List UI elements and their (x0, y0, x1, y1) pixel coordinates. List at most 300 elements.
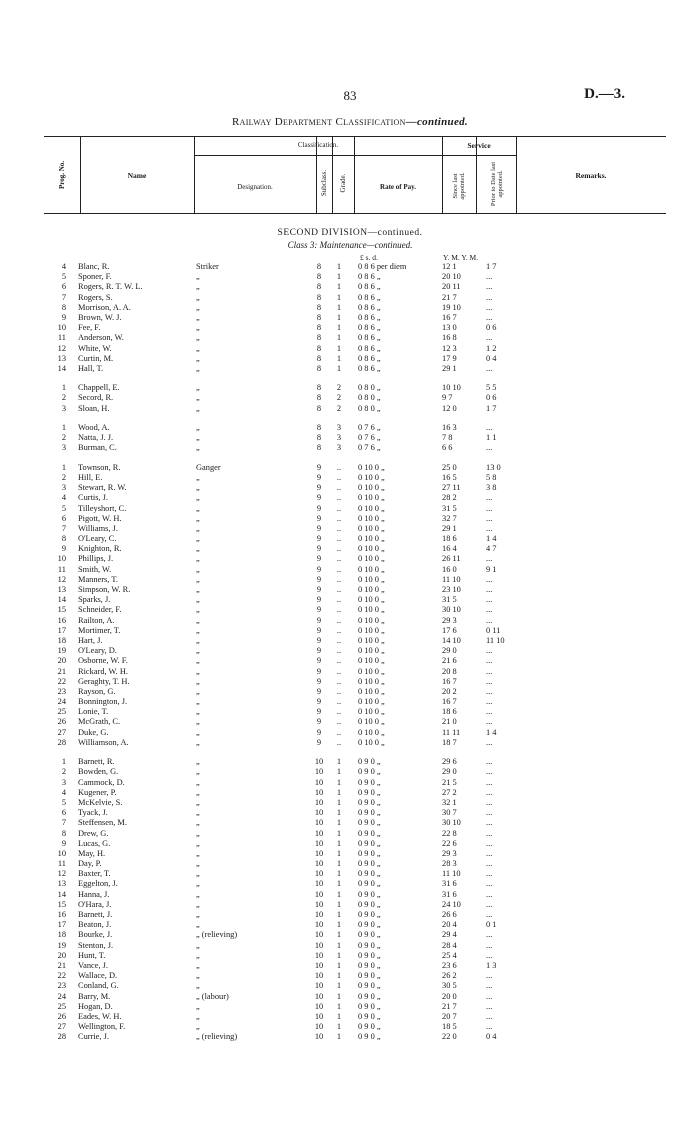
since-last-cell: 27 11 (442, 483, 461, 493)
prior-cell: ... (486, 585, 493, 594)
name-cell: Beaton, J. (78, 920, 112, 930)
rate-cell: 0 8 6 „ (358, 312, 381, 322)
subclass-cell: 9 (316, 727, 322, 737)
table-row (46, 728, 526, 738)
prior-cell: 1 7 (486, 403, 497, 413)
rate-cell: 0 8 0 „ (358, 393, 381, 403)
table-row (46, 605, 526, 615)
name-cell: Eggelton, J. (78, 879, 118, 889)
grade-cell: 1 (336, 879, 342, 889)
grade-cell: 1 (336, 930, 342, 940)
grade-cell: .. (336, 483, 342, 493)
prog-no-cell: 13 (57, 585, 66, 594)
designation-cell: „ (196, 503, 200, 513)
rate-cell: 0 10 0 „ (358, 544, 385, 554)
since-last-cell: 20 10 (442, 272, 461, 282)
name-cell: Day, P. (78, 859, 102, 869)
rate-cell: 0 10 0 „ (358, 513, 385, 523)
table-group (46, 423, 526, 454)
since-last-cell: 30 10 (442, 605, 461, 615)
prior-cell: 4 7 (486, 544, 497, 554)
grade-cell: 1 (336, 767, 342, 777)
prog-no-cell: 23 (57, 981, 66, 991)
designation-cell: „ (196, 513, 200, 523)
prog-no-cell: 19 (57, 646, 66, 656)
rate-cell: 0 9 0 „ (358, 828, 381, 838)
table-row (46, 738, 526, 748)
rate-cell: 0 8 0 „ (358, 383, 381, 393)
prior-cell: ... (486, 991, 493, 1001)
table-group (46, 383, 526, 414)
name-cell: Hart, J. (78, 635, 103, 645)
header-prior-to-date: Prior to Date last appointed. (490, 161, 504, 207)
prog-no-cell: 25 (57, 707, 66, 717)
prior-cell: ... (486, 777, 493, 787)
grade-cell: 1 (336, 808, 342, 818)
prog-no-cell: 26 (57, 1011, 66, 1021)
name-cell: Hill, E. (78, 472, 103, 482)
designation-cell: „ (196, 676, 200, 686)
since-last-cell: 12 3 (442, 343, 457, 353)
prior-cell: ... (486, 787, 493, 797)
rate-cell: 0 10 0 „ (358, 534, 385, 544)
since-last-cell: 29 4 (442, 930, 457, 940)
subclass-cell: 9 (316, 523, 322, 533)
designation-cell: „ (196, 323, 200, 333)
prior-cell: ... (486, 1001, 493, 1011)
designation-cell: „ (196, 554, 200, 564)
since-last-cell: 26 11 (442, 554, 461, 564)
table-row (46, 829, 526, 839)
subclass-cell: 10 (314, 859, 324, 869)
name-cell: Natta, J. J. (78, 433, 114, 443)
prior-cell: ... (486, 615, 493, 625)
rate-cell: 0 9 0 „ (358, 960, 381, 970)
table-row (46, 463, 526, 473)
name-cell: Hall, T. (78, 363, 104, 373)
prog-no-cell: 3 (61, 483, 66, 493)
subclass-cell: 10 (314, 991, 324, 1001)
table-row (46, 282, 526, 292)
table-group (46, 757, 526, 1042)
designation-cell: „ (196, 433, 200, 443)
since-last-cell: 14 10 (442, 635, 461, 645)
prior-cell: 1 4 (486, 534, 497, 544)
subclass-cell: 10 (314, 930, 324, 940)
name-cell: Geraghty, T. H. (78, 676, 130, 686)
since-last-cell: 29 0 (442, 767, 457, 777)
prior-cell: ... (486, 697, 493, 707)
table-row (46, 524, 526, 534)
prog-no-cell: 22 (57, 971, 66, 981)
designation-cell: „ (196, 707, 200, 717)
prog-no-cell: 2 (61, 393, 66, 403)
grade-cell: .. (336, 544, 342, 554)
prior-cell: ... (486, 656, 493, 666)
grade-cell: 1 (336, 899, 342, 909)
table-row (46, 788, 526, 798)
subclass-cell: 8 (316, 292, 322, 302)
subclass-cell: 9 (316, 717, 322, 727)
prior-cell: ... (486, 859, 493, 869)
table-row (46, 646, 526, 656)
name-cell: Blanc, R. (78, 262, 110, 271)
rate-cell: 0 9 0 „ (358, 859, 381, 869)
rate-cell: 0 9 0 „ (358, 991, 381, 1001)
subclass-cell: 9 (316, 564, 322, 574)
subclass-cell: 10 (314, 1001, 324, 1011)
rate-cell: 0 9 0 „ (358, 757, 381, 767)
name-cell: Lucas, G. (78, 838, 111, 848)
prior-cell: ... (486, 757, 493, 767)
since-last-cell: 30 10 (442, 818, 461, 828)
subclass-cell: 10 (314, 889, 324, 899)
prog-no-cell: 28 (57, 1032, 66, 1042)
prior-cell: 13 0 (486, 462, 501, 472)
table-row (46, 323, 526, 333)
prog-no-cell: 5 (61, 503, 66, 513)
rate-cell: 0 10 0 „ (358, 595, 385, 605)
name-cell: Manners, T. (78, 574, 118, 584)
prior-cell: ... (486, 523, 493, 533)
subclass-cell: 10 (314, 767, 324, 777)
prog-no-cell: 27 (57, 727, 66, 737)
rate-cell: 0 7 6 „ (358, 443, 381, 453)
prior-cell: ... (486, 707, 493, 717)
name-cell: Steffensen, M. (78, 818, 127, 828)
since-last-cell: 18 6 (442, 707, 457, 717)
rate-cell: 0 10 0 „ (358, 564, 385, 574)
grade-cell: 1 (336, 869, 342, 879)
prior-cell: 0 4 (486, 353, 497, 363)
designation-cell: „ (196, 483, 200, 493)
name-cell: Rayson, G. (78, 686, 116, 696)
table-row (46, 859, 526, 869)
since-last-cell: 20 0 (442, 991, 457, 1001)
table-row (46, 383, 526, 393)
rate-cell: 0 9 0 „ (358, 889, 381, 899)
grade-cell: .. (336, 554, 342, 564)
designation-cell: „ (196, 1022, 200, 1032)
designation-cell: „ (196, 472, 200, 482)
rate-cell: 0 9 0 „ (358, 899, 381, 909)
subclass-cell: 8 (316, 383, 322, 393)
table-row (46, 961, 526, 971)
rate-cell: 0 9 0 „ (358, 838, 381, 848)
grade-cell: 1 (336, 323, 342, 333)
designation-cell: „ (196, 272, 200, 282)
grade-cell: .. (336, 635, 342, 645)
since-last-cell: 29 1 (442, 523, 457, 533)
designation-cell: „ (196, 787, 200, 797)
since-last-cell: 32 1 (442, 797, 457, 807)
grade-cell: .. (336, 585, 342, 594)
name-cell: May, H. (78, 848, 106, 858)
rate-cell: 0 10 0 „ (358, 666, 385, 676)
table-row (46, 433, 526, 443)
table-row (46, 890, 526, 900)
table-row (46, 534, 526, 544)
name-cell: Curtin, M. (78, 353, 114, 363)
table-row (46, 869, 526, 879)
since-last-cell: 23 6 (442, 960, 457, 970)
prog-no-cell: 18 (57, 930, 66, 940)
since-last-cell: 25 0 (442, 462, 457, 472)
table-row (46, 757, 526, 767)
name-cell: Conland, G. (78, 981, 119, 991)
rate-cell: 0 10 0 „ (358, 635, 385, 645)
designation-cell: „ (196, 848, 200, 858)
designation-cell: „ (196, 1011, 200, 1021)
designation-cell: „ (196, 282, 200, 292)
table-row (46, 595, 526, 605)
since-last-cell: 20 7 (442, 1011, 457, 1021)
name-cell: Railton, A. (78, 615, 115, 625)
designation-cell: „ (196, 818, 200, 828)
name-cell: Hogan, D. (78, 1001, 113, 1011)
prog-no-cell: 8 (61, 302, 66, 312)
prior-cell: 1 4 (486, 727, 497, 737)
grade-cell: .. (336, 534, 342, 544)
prior-cell: ... (486, 717, 493, 727)
subclass-cell: 8 (316, 282, 322, 292)
name-cell: Sloan, H. (78, 403, 110, 413)
since-last-cell: 26 2 (442, 971, 457, 981)
designation-cell: „ (196, 343, 200, 353)
prior-cell: 11 10 (486, 635, 505, 645)
prog-no-cell: 7 (61, 523, 66, 533)
designation-cell: „ (196, 333, 200, 343)
grade-cell: 1 (336, 353, 342, 363)
rate-cell: 0 7 6 „ (358, 433, 381, 443)
table-row (46, 879, 526, 889)
since-last-cell: 30 5 (442, 981, 457, 991)
rate-cell: 0 10 0 „ (358, 585, 385, 594)
table-row (46, 1032, 526, 1042)
table-row (46, 483, 526, 493)
rate-cell: 0 10 0 „ (358, 646, 385, 656)
since-last-cell: 29 0 (442, 646, 457, 656)
name-cell: Townson, R. (78, 462, 121, 472)
name-cell: Simpson, W. R. (78, 585, 131, 594)
prior-cell: ... (486, 605, 493, 615)
name-cell: Vance, J. (78, 960, 108, 970)
prior-cell: ... (486, 272, 493, 282)
grade-cell: 1 (336, 991, 342, 1001)
table-row (46, 504, 526, 514)
subclass-cell: 8 (316, 343, 322, 353)
grade-cell: .. (336, 625, 342, 635)
table-row (46, 636, 526, 646)
name-cell: Barnett, J. (78, 910, 113, 919)
since-last-cell: 31 6 (442, 889, 457, 899)
grade-cell: 1 (336, 1001, 342, 1011)
since-last-cell: 9 7 (442, 393, 453, 403)
prior-cell: ... (486, 292, 493, 302)
since-last-cell: 22 8 (442, 828, 457, 838)
prog-no-cell: 15 (57, 605, 66, 615)
designation-cell: „ (196, 523, 200, 533)
division-heading: SECOND DIVISION—continued. (277, 228, 423, 238)
since-last-cell: 21 0 (442, 717, 457, 727)
grade-cell: .. (336, 737, 342, 747)
prior-cell: 1 2 (486, 343, 497, 353)
since-last-cell: 21 7 (442, 292, 457, 302)
designation-cell: „ (196, 757, 200, 767)
header-subclass: Subclass. (320, 169, 328, 197)
since-last-cell: 16 0 (442, 564, 457, 574)
name-cell: Rogers, R. T. W. L. (78, 282, 143, 292)
designation-cell: „ (196, 423, 200, 432)
name-cell: Williamson, A. (78, 737, 129, 747)
prior-cell: ... (486, 686, 493, 696)
designation-cell: „ (196, 869, 200, 879)
rate-cell: 0 10 0 „ (358, 615, 385, 625)
designation-cell: „ (196, 879, 200, 889)
prog-no-cell: 1 (61, 757, 66, 767)
subclass-cell: 8 (316, 272, 322, 282)
grade-cell: 2 (336, 403, 342, 413)
subclass-cell: 10 (314, 910, 324, 919)
name-cell: Baxter, T. (78, 869, 111, 879)
rate-cell: 0 9 0 „ (358, 920, 381, 930)
designation-cell: „ (196, 353, 200, 363)
subclass-cell: 9 (316, 737, 322, 747)
since-last-cell: 25 4 (442, 950, 457, 960)
designation-cell: „ (196, 585, 200, 594)
prog-no-cell: 12 (57, 343, 66, 353)
name-cell: Osborne, W. F. (78, 656, 128, 666)
name-cell: Sponer, F. (78, 272, 112, 282)
prog-no-cell: 10 (57, 848, 66, 858)
prior-cell: ... (486, 910, 493, 919)
prog-no-cell: 3 (61, 443, 66, 453)
subclass-cell: 10 (314, 787, 324, 797)
subclass-cell: 9 (316, 686, 322, 696)
table-row (46, 808, 526, 818)
grade-cell: .. (336, 666, 342, 676)
prog-no-cell: 9 (61, 544, 66, 554)
since-last-cell: 28 3 (442, 859, 457, 869)
since-last-cell: 31 5 (442, 595, 457, 605)
prior-cell: ... (486, 1022, 493, 1032)
prior-cell: ... (486, 848, 493, 858)
grade-cell: 1 (336, 262, 342, 271)
subclass-cell: 8 (316, 403, 322, 413)
table-row (46, 992, 526, 1002)
designation-cell: „ (196, 292, 200, 302)
name-cell: Sparks, J. (78, 595, 111, 605)
rate-cell: 0 10 0 „ (358, 605, 385, 615)
since-last-cell: 16 7 (442, 676, 457, 686)
subclass-cell: 8 (316, 323, 322, 333)
table-row (46, 565, 526, 575)
prior-cell: ... (486, 838, 493, 848)
grade-cell: 1 (336, 312, 342, 322)
designation-cell: „ (196, 971, 200, 981)
designation-cell: Ganger (196, 462, 221, 472)
subclass-cell: 9 (316, 615, 322, 625)
prior-cell: ... (486, 302, 493, 312)
since-last-cell: 20 4 (442, 920, 457, 930)
table-row (46, 920, 526, 930)
grade-cell: 1 (336, 960, 342, 970)
subclass-cell: 9 (316, 483, 322, 493)
grade-cell: .. (336, 605, 342, 615)
name-cell: Stenton, J. (78, 940, 114, 950)
subclass-cell: 9 (316, 697, 322, 707)
prior-cell: ... (486, 554, 493, 564)
prog-no-cell: 16 (57, 615, 66, 625)
rate-cell: 0 9 0 „ (358, 1011, 381, 1021)
since-last-cell: 21 7 (442, 1001, 457, 1011)
grade-cell: .. (336, 727, 342, 737)
table-row (46, 473, 526, 483)
designation-cell: „ (196, 686, 200, 696)
rate-cell: 0 9 0 „ (358, 940, 381, 950)
prior-cell: ... (486, 899, 493, 909)
designation-cell: „ (196, 656, 200, 666)
prog-no-cell: 13 (57, 879, 66, 889)
since-last-cell: 23 10 (442, 585, 461, 594)
table-row (46, 839, 526, 849)
name-cell: O'Leary, D. (78, 646, 117, 656)
prior-cell: ... (486, 940, 493, 950)
since-last-cell: 16 5 (442, 472, 457, 482)
since-last-cell: 22 6 (442, 838, 457, 848)
grade-cell: .. (336, 615, 342, 625)
designation-cell: „ (196, 889, 200, 899)
prog-no-cell: 22 (57, 676, 66, 686)
header-since-last: Since last appointed. (452, 172, 466, 200)
since-last-cell: 29 6 (442, 757, 457, 767)
prog-no-cell: 9 (61, 312, 66, 322)
subclass-cell: 10 (314, 777, 324, 787)
prior-cell: 1 7 (486, 262, 497, 271)
prior-cell: ... (486, 971, 493, 981)
since-last-cell: 6 6 (442, 443, 453, 453)
prior-cell: ... (486, 1011, 493, 1021)
prog-no-cell: 12 (57, 869, 66, 879)
prog-no-cell: 17 (57, 920, 66, 930)
name-cell: Duke, G. (78, 727, 109, 737)
column-header (44, 136, 666, 214)
subclass-cell: 10 (314, 1022, 324, 1032)
prog-no-cell: 5 (61, 797, 66, 807)
since-last-cell: 29 1 (442, 363, 457, 373)
prior-cell: ... (486, 282, 493, 292)
designation-cell: „ (196, 595, 200, 605)
name-cell: Morrison, A. A. (78, 302, 131, 312)
designation-cell: „ (196, 737, 200, 747)
subclass-cell: 10 (314, 1032, 324, 1042)
rate-cell: 0 10 0 „ (358, 483, 385, 493)
table-row (46, 818, 526, 828)
prog-no-cell: 1 (61, 462, 66, 472)
designation-cell: „ (196, 940, 200, 950)
table-row (46, 554, 526, 564)
prog-no-cell: 2 (61, 767, 66, 777)
subclass-cell: 9 (316, 635, 322, 645)
designation-cell: „ (196, 625, 200, 635)
name-cell: Bowden, G. (78, 767, 119, 777)
title-main: Railway Department Classification (232, 116, 406, 128)
name-cell: O'Hara, J. (78, 899, 112, 909)
grade-cell: .. (336, 523, 342, 533)
designation-cell: „ (relieving) (196, 930, 238, 940)
since-last-cell: 22 0 (442, 1032, 457, 1042)
rate-cell: 0 8 0 „ (358, 403, 381, 413)
